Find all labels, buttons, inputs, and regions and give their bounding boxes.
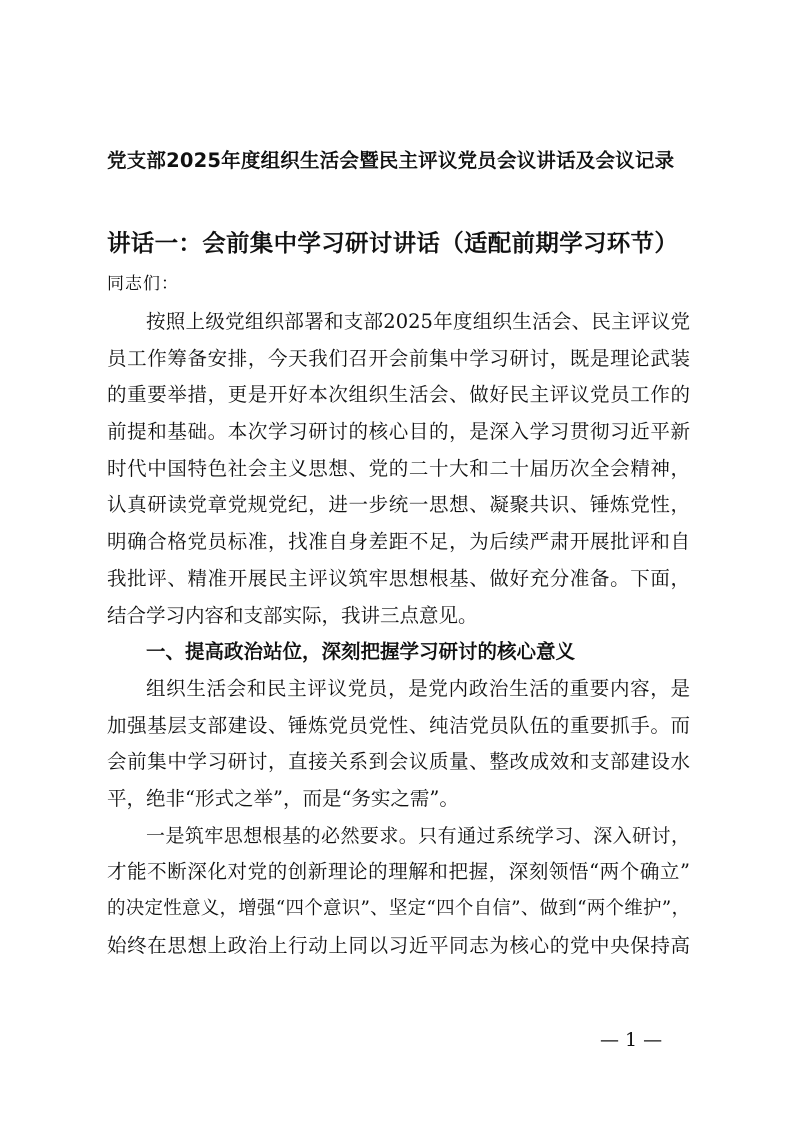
- body-line: 始终在思想上政治上行动上同以习近平同志为核心的党中央保持高: [107, 933, 690, 957]
- document-title: 党支部2025年度组织生活会暨民主评议党员会议讲话及会议记录: [107, 149, 675, 172]
- body-line: 的决定性意义，增强“四个意识”、坚定“四个自信”、做到“两个维护”，: [107, 898, 690, 919]
- body-line: 前提和基础。本次学习研讨的核心目的，是深入学习贯彻习近平新: [107, 420, 690, 444]
- body-line: 组织生活会和民主评议党员，是党内政治生活的重要内容，是: [146, 676, 690, 700]
- body-line: 明确合格党员标准，找准自身差距不足，为后续严肃开展批评和自: [107, 530, 690, 554]
- body-line: 加强基层支部建设、锤炼党员党性、纯洁党员队伍的重要抓手。而: [107, 713, 690, 737]
- body-line: 时代中国特色社会主义思想、党的二十大和二十届历次全会精神，: [107, 456, 690, 480]
- body-line: 我批评、精准开展民主评议筑牢思想根基、做好充分准备。下面，: [107, 566, 690, 590]
- body-line: 一是筑牢思想根基的必然要求。只有通过系统学习、深入研讨，: [146, 824, 690, 847]
- body-line: 认真研读党章党规党纪，进一步统一思想、凝聚共识、锤炼党性，: [107, 493, 690, 517]
- body-line: 平，绝非“形式之举”，而是“务实之需”。: [107, 786, 459, 810]
- salutation: 同志们：: [107, 274, 179, 294]
- section-heading: 一、提高政治站位，深刻把握学习研讨的核心意义: [146, 640, 576, 664]
- body-text: [107, 304, 690, 964]
- body-line: 的重要举措，更是开好本次组织生活会、做好民主评议党员工作的: [107, 383, 690, 407]
- body-line: 结合学习内容和支部实际，我讲三点意见。: [107, 603, 478, 627]
- body-line: 员工作筹备安排，今天我们召开会前集中学习研讨，既是理论武装: [107, 346, 690, 370]
- body-line: 按照上级党组织部署和支部2025年度组织生活会、民主评议党: [146, 310, 690, 333]
- page-number: — 1 —: [600, 1029, 663, 1051]
- body-line: 会前集中学习研讨，直接关系到会议质量、整改成效和支部建设水: [107, 750, 690, 774]
- speech-heading: 讲话一：会前集中学习研讨讲话（适配前期学习环节）: [107, 229, 679, 257]
- body-line: 才能不断深化对党的创新理论的理解和把握，深刻领悟“两个确立”: [107, 860, 690, 884]
